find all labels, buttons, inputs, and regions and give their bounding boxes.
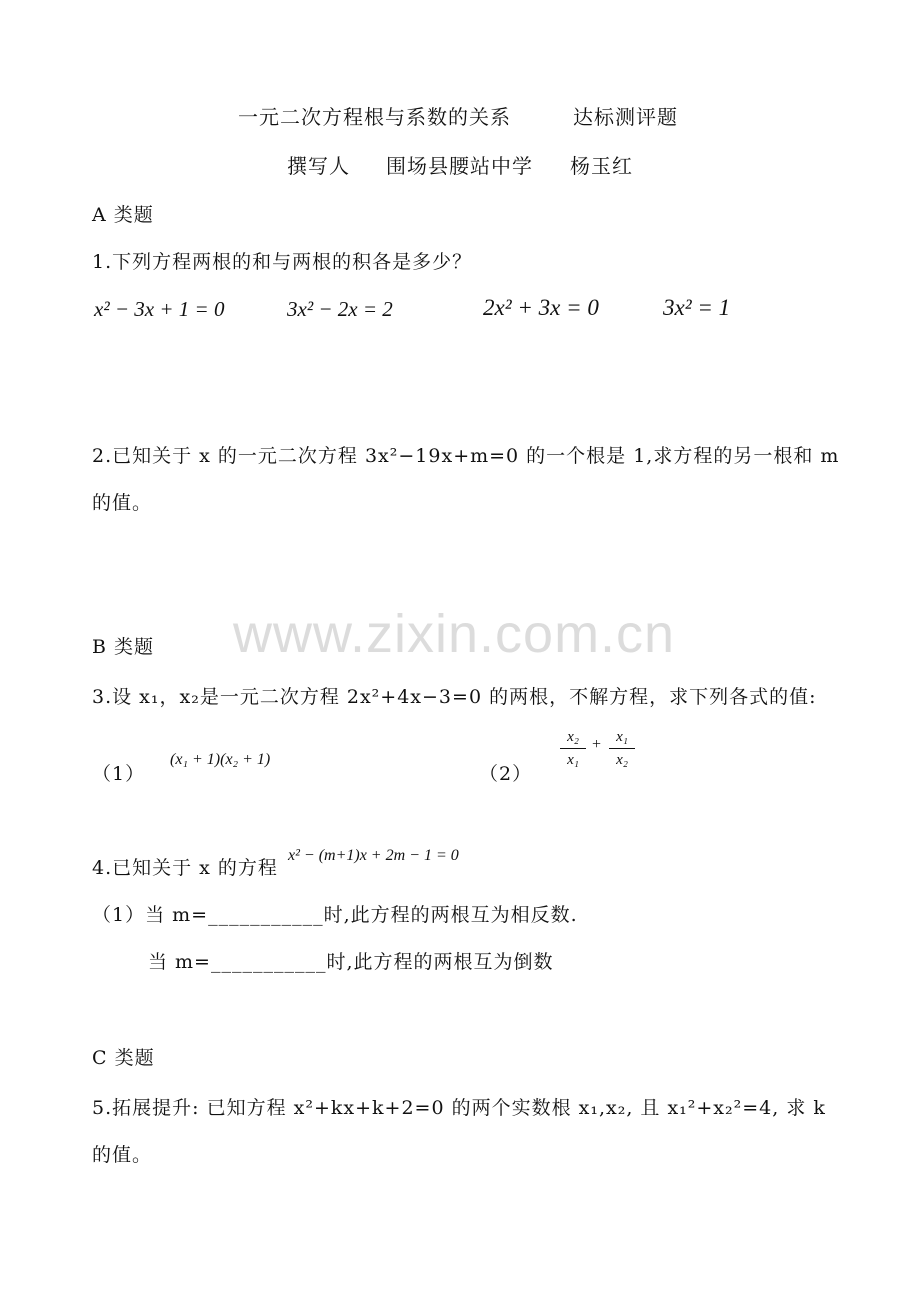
title-main: 一元二次方程根与系数的关系 — [238, 105, 511, 129]
fraction-1-denominator: x₁ — [567, 752, 579, 768]
q3-part-1-expression: (x₁ + 1)(x₂ + 1) — [170, 751, 271, 768]
q3-fraction-2 — [609, 728, 635, 769]
title-suffix: 达标测评题 — [573, 105, 678, 129]
fraction-2-bar — [609, 748, 635, 749]
question-2-line-1: 2.已知关于 x 的一元二次方程 3x²−19x+m=0 的一个根是 1,求方程的另一根和 m — [92, 445, 840, 467]
q3-part-2-label: （2） — [479, 763, 533, 785]
school-name: 围场县腰站中学 — [386, 154, 533, 178]
q1-equation-4: 3x² = 1 — [663, 295, 731, 320]
section-c-heading: C 类题 — [92, 1047, 155, 1069]
question-1-text: 1.下列方程两根的和与两根的积各是多少？ — [92, 251, 473, 273]
q1-equation-2: 3x² − 2x = 2 — [287, 297, 393, 321]
section-b-heading: B 类题 — [92, 636, 155, 658]
question-5-line-1: 5.拓展提升: 已知方程 x²+kx+k+2=0 的两个实数根 x₁,x₂, 且 x₁²+x₂²=4, 求 k — [92, 1097, 826, 1119]
fraction-1-numerator: x₂ — [567, 729, 579, 745]
q3-plus-sign: + — [592, 736, 602, 753]
fraction-2-numerator: x₁ — [616, 729, 628, 745]
fraction-1-bar — [560, 748, 586, 749]
q1-equation-1: x² − 3x + 1 = 0 — [94, 297, 225, 321]
q1-equation-3: 2x² + 3x = 0 — [483, 295, 599, 320]
author-label: 撰写人 — [287, 154, 350, 178]
question-3-text: 3.设 x₁，x₂是一元二次方程 2x²+4x−3=0 的两根，不解方程，求下列各式的值: — [92, 686, 817, 708]
doc-title — [238, 101, 511, 130]
question-5-line-2: 的值。 — [92, 1144, 153, 1166]
q3-part-1-label: （1） — [92, 763, 146, 785]
q4-line-1: （1）当 m=___________时,此方程的两根互为相反数. — [92, 904, 578, 926]
section-a-heading: A 类题 — [92, 204, 154, 226]
q3-fraction-1 — [560, 728, 586, 769]
question-4-prefix: 4.已知关于 x 的方程 — [92, 857, 278, 879]
author-name: 杨玉红 — [570, 154, 633, 178]
question-4-equation: x² − (m+1)x + 2m − 1 = 0 — [288, 847, 459, 864]
watermark: www.zixin.com.cn — [233, 604, 676, 664]
question-2-line-2: 的值。 — [92, 492, 153, 514]
q4-line-2: 当 m=___________时,此方程的两根互为倒数 — [148, 951, 554, 973]
fraction-2-denominator: x₂ — [616, 752, 628, 768]
